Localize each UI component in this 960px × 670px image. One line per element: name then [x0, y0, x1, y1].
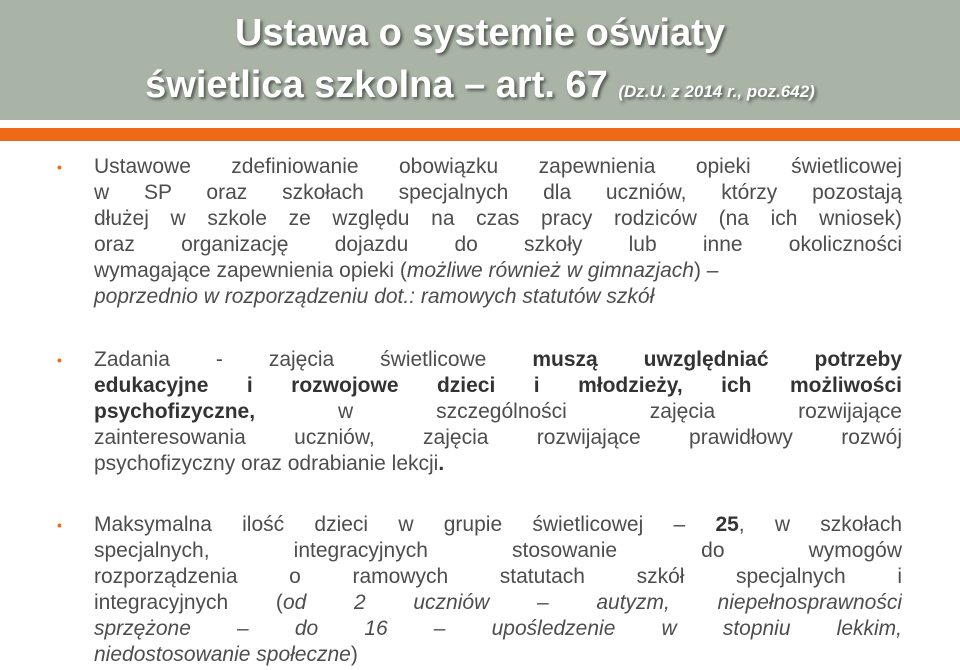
bullet-3-line-1-end: , w szkołach [738, 513, 902, 536]
bullet-1-line-5-italic: możliwe również w gimnazjach [406, 259, 694, 282]
bullet-2-line-3 [94, 399, 902, 425]
bullet-2-line-4: zainteresowania uczniów, zajęcia rozwijające prawidłowy rozwój [94, 426, 902, 449]
bullet-icon: • [57, 352, 62, 368]
bullet-2-line-5-period: . [438, 452, 445, 475]
bullet-2-line-3-bold: psychofizyczne, [94, 400, 256, 423]
page-title: Ustawa o systemie oświaty [235, 12, 725, 54]
bullet-item-3 [57, 512, 902, 668]
subtitle-reference: (Dz.U. z 2014 r., poz.642) [618, 82, 815, 101]
bullet-3-line-3: rozporządzenia o ramowych statutach szkół specjalnych i [94, 565, 902, 588]
bullet-1-line-1: Ustawowe zdefiniowanie obowiązku zapewnienia opieki świetlicowej [94, 155, 902, 178]
bullet-item-2 [57, 347, 902, 477]
bullet-3-line-2: specjalnych, integracyjnych stosowanie do wymogów [94, 539, 902, 562]
bullet-2-line-2: edukacyjne i rozwojowe dzieci i młodzieży, ich możliwości [94, 374, 902, 397]
bullet-3-line-6 [94, 642, 902, 668]
bullet-2-line-1-bold: muszą uwzględniać potrzeby [532, 348, 902, 371]
bullet-3-line-1-bold: 25 [715, 513, 739, 536]
accent-bar [0, 128, 960, 141]
bullet-3-line-1 [94, 512, 902, 538]
bullet-3-line-1-text: Maksymalna ilość dzieci w grupie świetlicowej – [94, 513, 716, 536]
title-header [0, 0, 960, 120]
bullet-1-line-4: oraz organizację dojazdu do szkoły lub inne okoliczności [94, 233, 902, 256]
bullet-1-line-5 [94, 258, 902, 284]
bullet-1-line-5-end: ) – [693, 259, 719, 282]
subtitle-main: świetlica szkolna – art. 67 [145, 64, 608, 106]
bullet-2-line-1-text: Zadania - zajęcia świetlicowe [94, 348, 533, 371]
bullet-3-line-4-text: integracyjnych ( [94, 591, 283, 614]
bullet-item-1 [57, 154, 902, 310]
bullet-3-line-6-italic: niedostosowanie społeczne [94, 643, 351, 666]
bullet-2-line-5-text: psychofizyczny oraz odrabianie lekcji [94, 452, 439, 475]
bullet-1-line-3: dłużej w szkole ze względu na czas pracy rodziców (na ich wniosek) [94, 207, 902, 230]
bullet-2-line-3-text: w szczególności zajęcia rozwijające [255, 400, 902, 423]
bullet-icon: • [57, 517, 62, 533]
page-subtitle [0, 64, 960, 107]
bullet-3-line-4 [94, 590, 902, 616]
bullet-1-line-2: w SP oraz szkołach specjalnych dla uczniów, którzy pozostają [94, 181, 902, 204]
bullet-2-line-5 [94, 451, 902, 477]
bullet-icon: • [57, 159, 62, 175]
bullet-1-line-5-text: wymagające zapewnienia opieki ( [94, 259, 407, 282]
bullet-2-line-1 [94, 347, 902, 373]
bullet-3-line-4-italic: od 2 uczniów – autyzm, niepełnosprawności [282, 591, 902, 614]
bullet-3-line-6-end: ) [350, 643, 358, 666]
bullet-3-line-5: sprzężone – do 16 – upośledzenie w stopniu lekkim, [94, 617, 902, 640]
bullet-1-line-6: poprzednio w rozporządzeniu dot.: ramowych statutów szkół [94, 285, 655, 308]
